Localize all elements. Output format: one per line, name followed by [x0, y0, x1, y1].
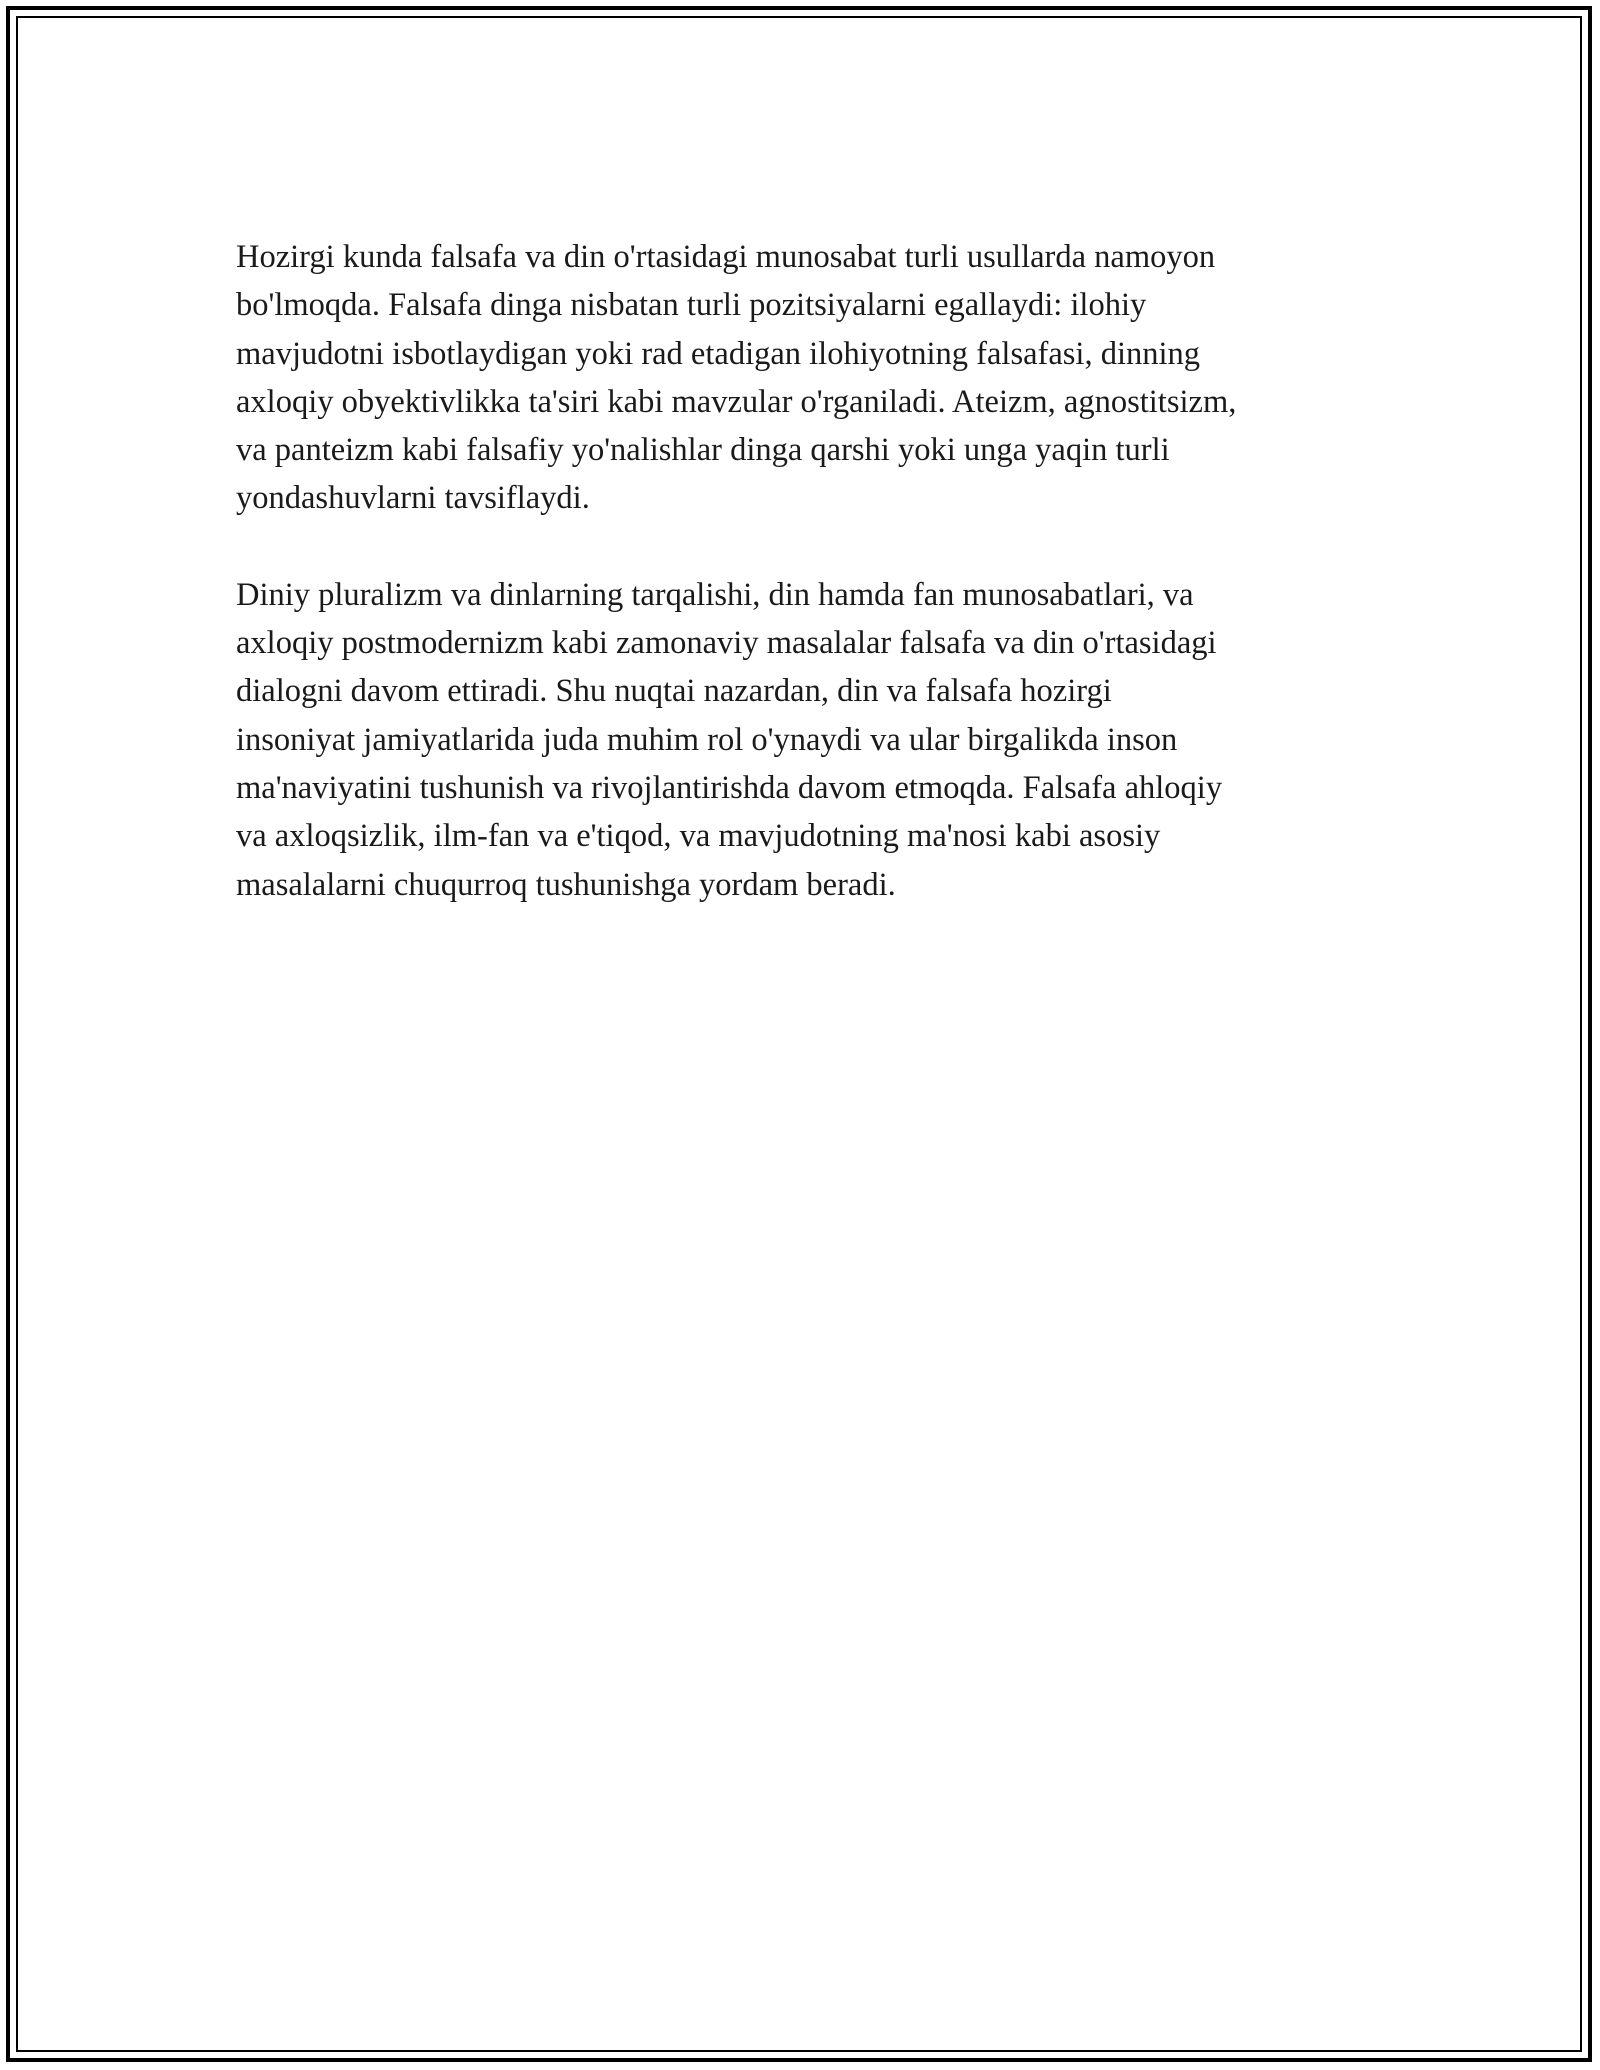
text-line: bo'lmoqda. Falsafa dinga nisbatan turli pozitsiyalarni egallaydi: ilohiy [236, 287, 1147, 324]
text-line: ma'naviyatini tushunish va rivojlantirishda davom etmoqda. Falsafa ahloqiy [236, 769, 1223, 806]
text-line: axloqiy obyektivlikka ta'siri kabi mavzular o'rganiladi. Ateizm, agnostitsizm, [236, 383, 1237, 420]
text-line: va axloqsizlik, ilm-fan va e'tiqod, va mavjudotning ma'nosi kabi asosiy [236, 818, 1161, 855]
text-line: Diniy pluralizm va dinlarning tarqalishi, din hamda fan munosabatlari, va [236, 576, 1194, 613]
text-line: mavjudotni isbotlaydigan yoki rad etadigan ilohiyotning falsafasi, dinning [236, 335, 1201, 372]
text-line: insoniyat jamiyatlarida juda muhim rol o'ynaydi va ular birgalikda inson [236, 721, 1178, 758]
text-line: axloqiy postmodernizm kabi zamonaviy masalalar falsafa va din o'rtasidagi [236, 625, 1217, 662]
paragraph-1 [236, 233, 1386, 523]
text-line: masalalarni chuqurroq tushunishga yordam beradi. [236, 866, 896, 903]
text-line: Hozirgi kunda falsafa va din o'rtasidagi munosabat turli usullarda namoyon [236, 239, 1216, 275]
paragraph-2 [236, 571, 1386, 909]
text-line: dialogni davom ettiradi. Shu nuqtai nazardan, din va falsafa hozirgi [236, 673, 1112, 710]
text-line: yondashuvlarni tavsiflaydi. [236, 480, 590, 517]
text-line: va panteizm kabi falsafiy yo'nalishlar dinga qarshi yoki unga yaqin turli [236, 432, 1170, 469]
document-body [236, 233, 1386, 957]
